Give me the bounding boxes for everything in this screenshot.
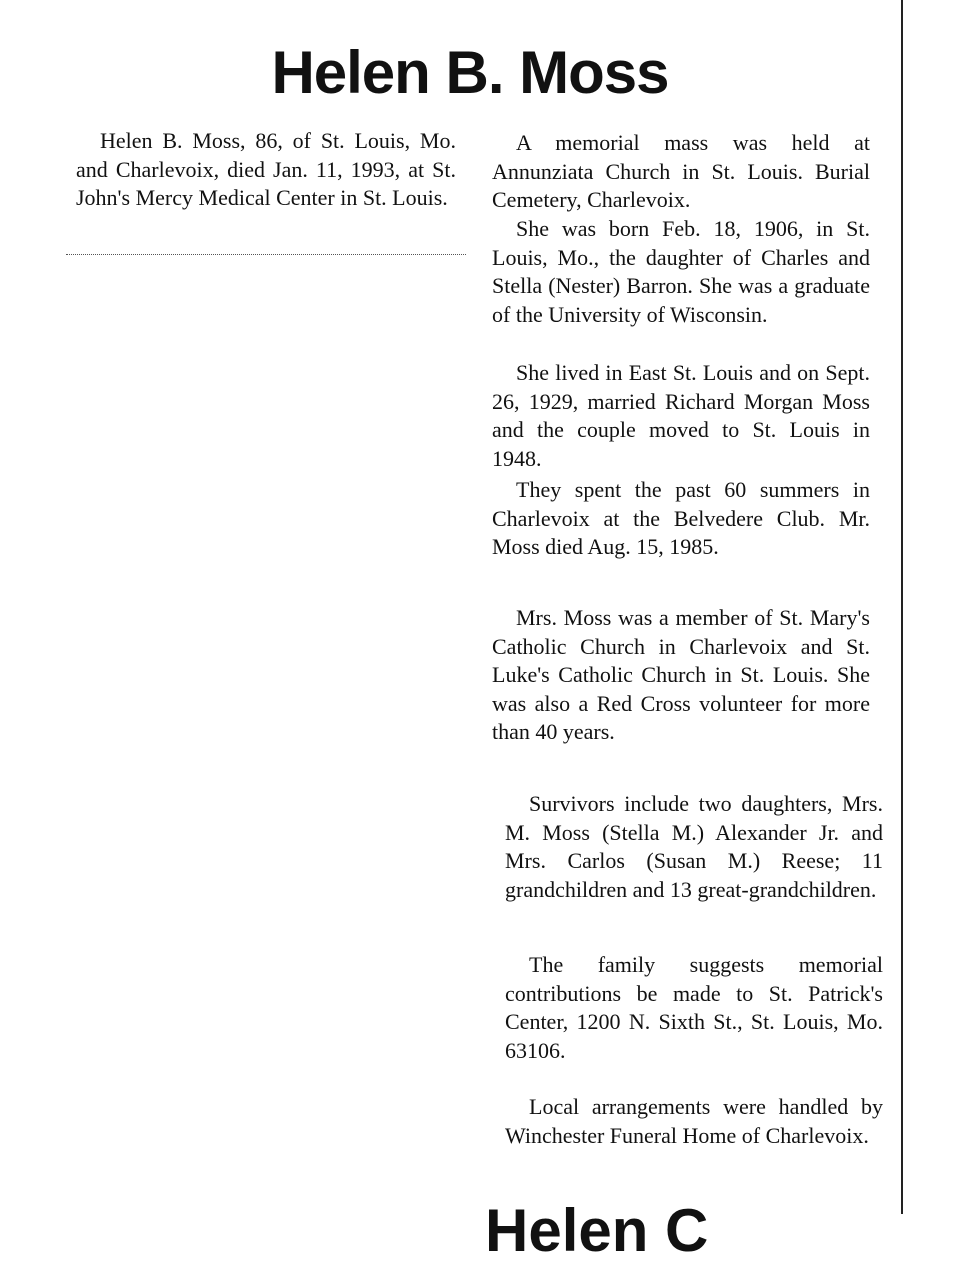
obituary-paragraph-marriage: She lived in East St. Louis and on Sept. 26, 1929, married Richard Morgan Moss and the couple moved to St. Louis in 1948. <box>492 360 870 471</box>
obituary-paragraph-arrangements: Local arrangements were handled by Winchester Funeral Home of Charlevoix. <box>505 1094 883 1148</box>
dotted-separator <box>66 254 466 255</box>
obituary-headline: Helen B. Moss <box>271 39 669 106</box>
obituary-paragraph-church: Mrs. Moss was a member of St. Mary's Catholic Church in Charlevoix and St. Luke's Catholic Church in St. Louis. She was also a Red Cross volunteer for more than 40 years. <box>492 605 870 744</box>
obituary-paragraph-birth: She was born Feb. 18, 1906, in St. Louis, Mo., the daughter of Charles and Stella (Nester) Barron. She was a graduate of the University of Wisconsin. <box>492 216 870 327</box>
obituary-paragraph-summers: They spent the past 60 summers in Charlevoix at the Belvedere Club. Mr. Moss died Aug. 15, 1985. <box>492 477 870 559</box>
obituary-paragraph-memorial: A memorial mass was held at Annunziata Church in St. Louis. Burial Cemetery, Charlevoix. <box>492 130 870 212</box>
next-headline-fragment: Helen C <box>485 1197 709 1264</box>
obituary-paragraph-contributions: The family suggests memorial contributions be made to St. Patrick's Center, 1200 N. Sixth St., St. Louis, Mo. 63106. <box>505 952 883 1063</box>
obituary-paragraph-death: Helen B. Moss, 86, of St. Louis, Mo. and Charlevoix, died Jan. 11, 1993, at St. John's Mercy Medical Center in St. Louis. <box>76 128 456 210</box>
obituary-paragraph-survivors: Survivors include two daughters, Mrs. M. Moss (Stella M.) Alexander Jr. and Mrs. Carlos (Susan M.) Reese; 11 grandchildren and 13 great-grandchildren. <box>505 791 883 902</box>
column-divider-rule <box>901 0 903 1214</box>
